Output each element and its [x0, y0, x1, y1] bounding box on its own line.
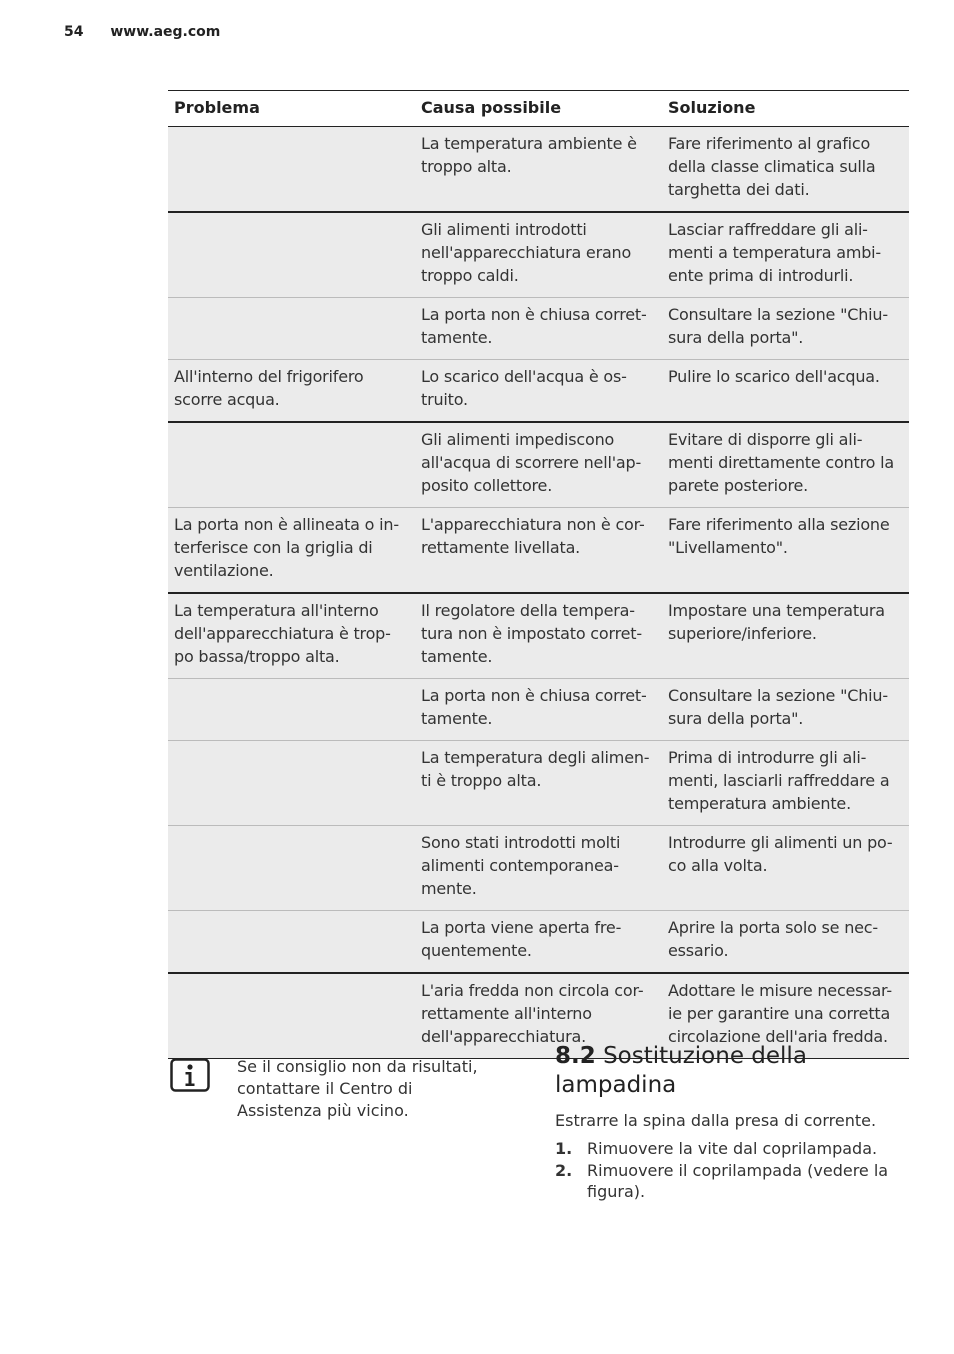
cause-cell: L'apparecchiatura non è cor- rettamente livellata.: [415, 508, 662, 594]
table-row: [168, 298, 909, 360]
section-title-text: Sostituzione della lampadina: [555, 1043, 807, 1098]
problem-cell: [168, 973, 415, 1059]
section-intro: Estrarre la spina dalla presa di corrente.: [555, 1111, 877, 1130]
steps-list: [555, 1138, 915, 1202]
problem-cell: [168, 911, 415, 974]
column-header-solution: Soluzione: [662, 91, 909, 127]
cause-cell: La temperatura ambiente è troppo alta.: [415, 127, 662, 213]
problem-cell: [168, 741, 415, 826]
solution-cell: Introdurre gli alimenti un po- co alla volta.: [662, 826, 909, 911]
table-row: [168, 741, 909, 826]
cause-cell: La porta non è chiusa corret- tamente.: [415, 679, 662, 741]
section-number: 8.2: [555, 1043, 596, 1069]
cause-cell: La temperatura degli alimen- ti è troppo alta.: [415, 741, 662, 826]
section-lamp-replacement: [555, 1042, 915, 1203]
column-header-cause: Causa possibile: [415, 91, 662, 127]
cause-cell: Il regolatore della tempera- tura non è impostato corret- tamente.: [415, 593, 662, 679]
solution-cell: Consultare la sezione "Chiu- sura della porta".: [662, 298, 909, 360]
solution-cell: Aprire la porta solo se nec- essario.: [662, 911, 909, 974]
problem-cell: [168, 826, 415, 911]
solution-cell: Adottare le misure necessar- ie per garantire una corretta circolazione dell'aria fredda.: [662, 973, 909, 1059]
problem-cell: La temperatura all'interno dell'apparecchiatura è trop- po bassa/troppo alta.: [168, 593, 415, 679]
solution-cell: Evitare di disporre gli ali- menti direttamente contro la parete posteriore.: [662, 422, 909, 508]
cause-cell: La porta non è chiusa corret- tamente.: [415, 298, 662, 360]
table-row: [168, 593, 909, 679]
problem-cell: [168, 212, 415, 298]
step-number: 2.: [555, 1161, 573, 1180]
cause-cell: Gli alimenti impediscono all'acqua di scorrere nell'ap- posito collettore.: [415, 422, 662, 508]
solution-cell: Pulire lo scarico dell'acqua.: [662, 360, 909, 423]
troubleshooting-table: [168, 90, 909, 1059]
table-row: [168, 508, 909, 594]
table-row: [168, 826, 909, 911]
cause-cell: Lo scarico dell'acqua è os- truito.: [415, 360, 662, 423]
solution-cell: Fare riferimento al grafico della classe climatica sulla targhetta dei dati.: [662, 127, 909, 213]
solution-cell: Prima di introdurre gli ali- menti, lasciarli raffreddare a temperatura ambiente.: [662, 741, 909, 826]
table-row: [168, 360, 909, 423]
page-number: 54: [64, 24, 84, 40]
solution-cell: Consultare la sezione "Chiu- sura della porta".: [662, 679, 909, 741]
problem-cell: [168, 127, 415, 213]
table-row: [168, 422, 909, 508]
column-header-problem: Problema: [168, 91, 415, 127]
problem-cell: [168, 679, 415, 741]
cause-cell: Sono stati introdotti molti alimenti contemporanea- mente.: [415, 826, 662, 911]
solution-cell: Lasciar raffreddare gli ali- menti a temperatura ambi- ente prima di introdurli.: [662, 212, 909, 298]
cause-cell: La porta viene aperta fre- quentemente.: [415, 911, 662, 974]
problem-cell: La porta non è allineata o in- terferisce con la griglia di ventilazione.: [168, 508, 415, 594]
step-text: Rimuovere il coprilampada (vedere la figura).: [587, 1161, 889, 1201]
cause-cell: L'aria fredda non circola cor- rettamente all'interno dell'apparecchiatura.: [415, 973, 662, 1059]
info-note-text: Se il consiglio non da risultati, contattare il Centro di Assistenza più vicino.: [237, 1057, 478, 1120]
step-text: Rimuovere la vite dal coprilampada.: [587, 1139, 878, 1158]
problem-cell: [168, 298, 415, 360]
step-number: 1.: [555, 1139, 573, 1158]
list-item: [555, 1138, 915, 1159]
cause-cell: Gli alimenti introdotti nell'apparecchiatura erano troppo caldi.: [415, 212, 662, 298]
table-row: [168, 127, 909, 213]
table-row: [168, 212, 909, 298]
solution-cell: Impostare una temperatura superiore/inferiore.: [662, 593, 909, 679]
section-title: [555, 1042, 915, 1100]
site-url: www.aeg.com: [110, 24, 221, 40]
list-item: [555, 1160, 915, 1202]
problem-cell: All'interno del frigorifero scorre acqua.: [168, 360, 415, 423]
solution-cell: Fare riferimento alla sezione "Livellamento".: [662, 508, 909, 594]
problem-cell: [168, 422, 415, 508]
table-row: [168, 911, 909, 974]
info-icon: [170, 1058, 210, 1092]
table-header-row: [168, 91, 909, 127]
table-row: [168, 679, 909, 741]
page-header: [64, 24, 220, 40]
